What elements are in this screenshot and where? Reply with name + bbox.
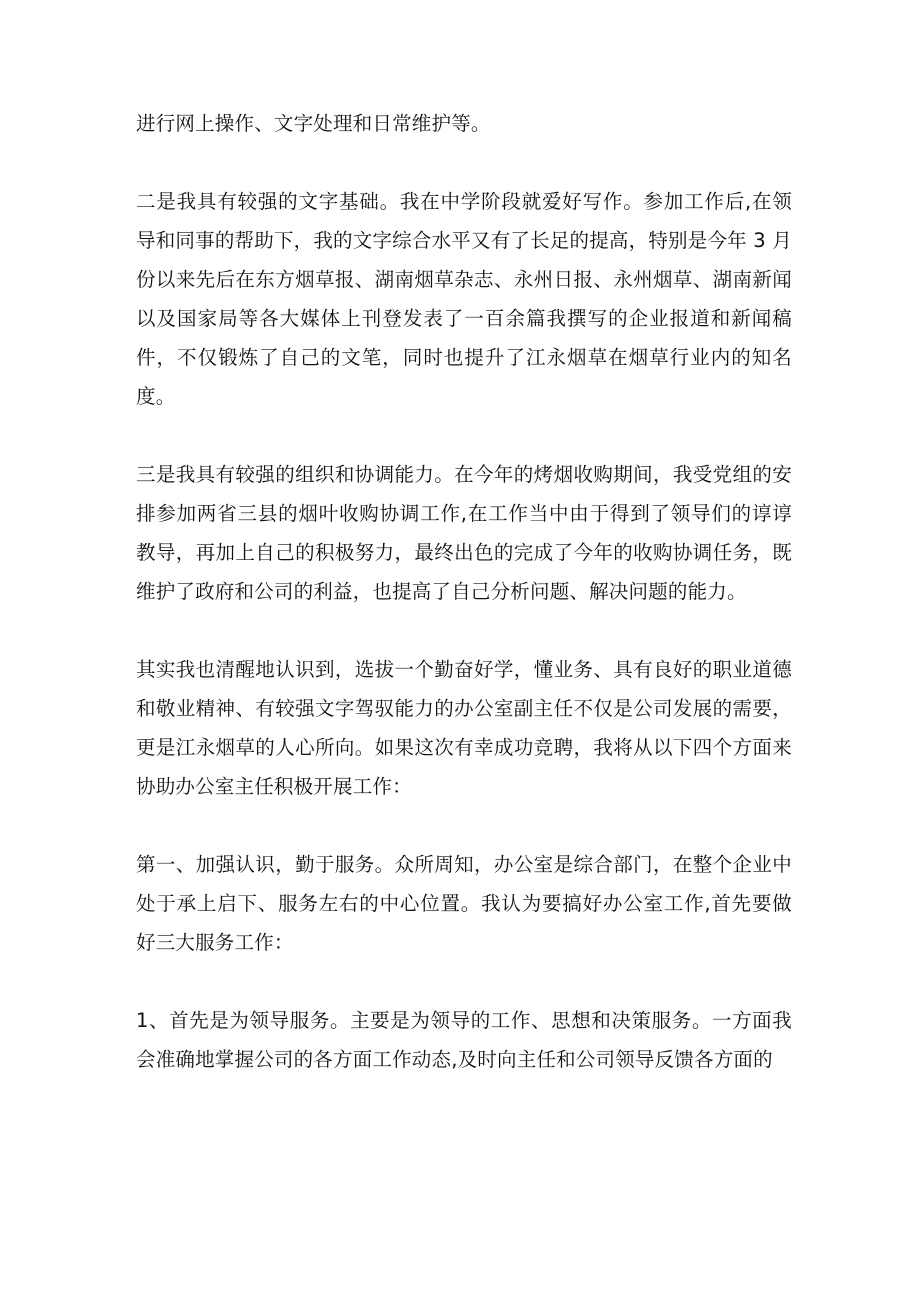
paragraph-serve-leaders: 1、首先是为领导服务。主要是为领导的工作、思想和决策服务。一方面我会准确地掌握公司的各方面工作动态,及时向主任和公司领导反馈各方面的 — [136, 1009, 792, 1071]
paragraph-continuation: 进行网上操作、文字处理和日常维护等。 — [136, 112, 491, 135]
paragraph-coordination-ability: 三是我具有较强的组织和协调能力。在今年的烤烟收购期间，我受党组的安排参加两省三县的烟叶收购协调工作,在工作当中由于得到了领导们的谆谆教导，再加上自己的积极努力，最终出色的完成了今年的收购协调任务，既维护了政府和公司的利益，也提高了自己分析问题、解决问题的能力。 — [136, 463, 792, 603]
paragraph-first-point: 第一、加强认识，勤于服务。众所周知，办公室是综合部门，在整个企业中处于承上启下、服务左右的中心位置。我认为要搞好办公室工作,首先要做好三大服务工作： — [136, 853, 792, 954]
paragraph-self-awareness: 其实我也清醒地认识到，选拔一个勤奋好学，懂业务、具有良好的职业道德和敬业精神、有较强文字驾驭能力的办公室副主任不仅是公司发展的需要，更是江永烟草的人心所向。如果这次有幸成功竞聘，我将从以下四个方面来协助办公室主任积极开展工作： — [136, 658, 792, 798]
document-body — [136, 104, 792, 1079]
paragraph-writing-foundation: 二是我具有较强的文字基础。我在中学阶段就爱好写作。参加工作后,在领导和同事的帮助下，我的文字综合水平又有了长足的提高，特别是今年 3 月份以来先后在东方烟草报、湖南烟草杂志、永州日报、永州烟草、湖南新闻以及国家局等各大媒体上刊登发表了一百余篇我撰写的企业报道和新闻稿件，不仅锻炼了自己的文笔，同时也提升了江永烟草在烟草行业内的知名度。 — [136, 190, 792, 408]
